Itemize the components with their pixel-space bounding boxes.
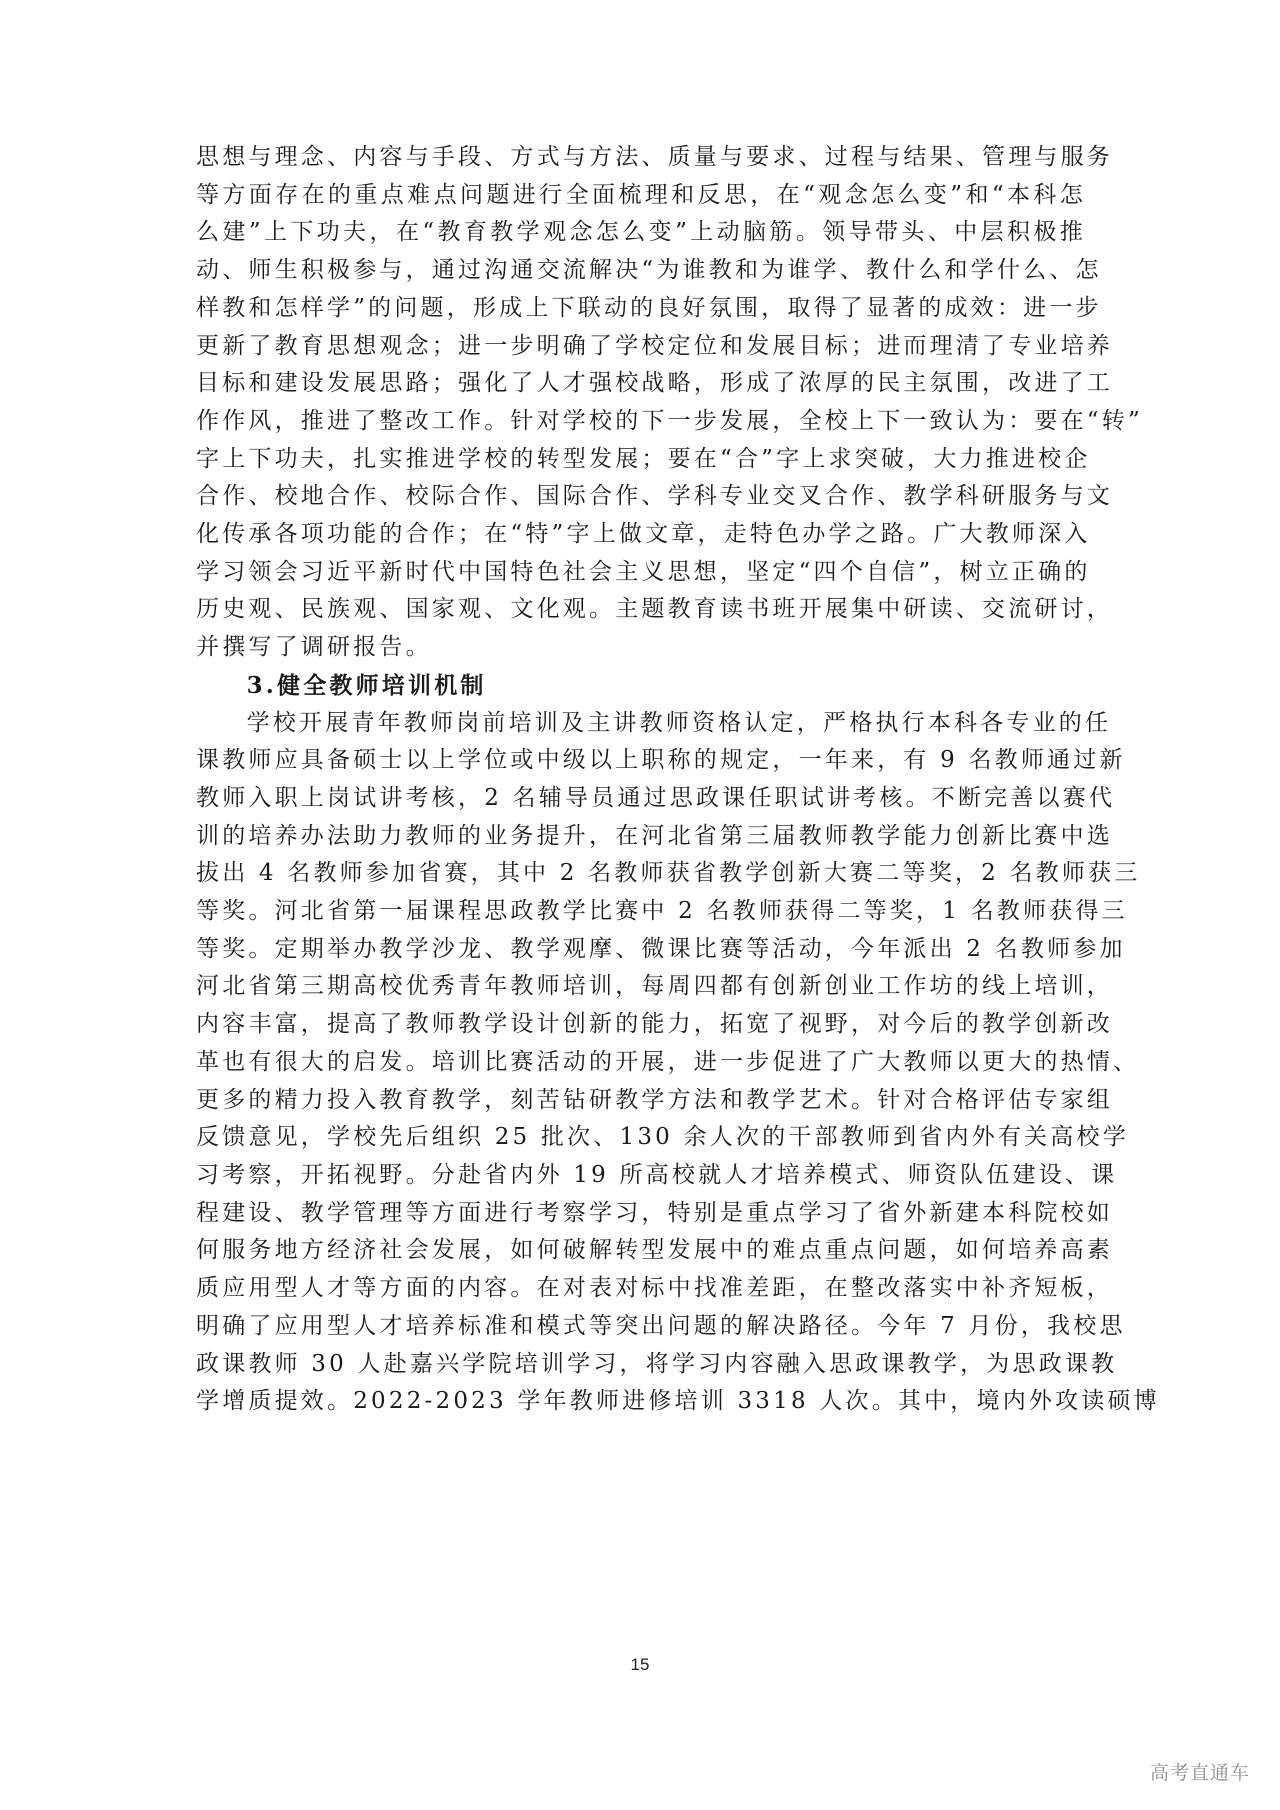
text-line: 河北省第三期高校优秀青年教师培训，每周四都有创新创业工作坊的线上培训，	[196, 973, 1113, 1000]
text-line: 反馈意见，学校先后组织 25 批次、130 余人次的干部教师到省内外有关高校学	[196, 1124, 1129, 1151]
text-line: 样教和怎样学”的问题，形成上下联动的良好氛围，取得了显著的成效：进一步	[196, 294, 1102, 321]
text-line: 化传承各项功能的合作；在“特”字上做文章，走特色办学之路。广大教师深入	[196, 521, 1091, 548]
text-line: 革也有很大的启发。培训比赛活动的开展，进一步促进了广大教师以更大的热情、	[196, 1048, 1140, 1075]
text-line: 课教师应具备硕士以上学位或中级以上职称的规定，一年来，有 9 名教师通过新	[196, 747, 1126, 774]
text-line: 等方面存在的重点难点问题进行全面梳理和反思，在“观念怎么变”和“本科怎	[196, 181, 1086, 208]
text-line: 更新了教育思想观念；进一步明确了学校定位和发展目标；进而理清了专业培养	[196, 332, 1113, 359]
text-line: 字上下功夫，扎实推进学校的转型发展；要在“合”字上求突破，大力推进校企	[196, 445, 1091, 472]
text-line: 动、师生积极参与，通过沟通交流解决“为谁教和为谁学、教什么和学什么、怎	[196, 257, 1102, 284]
text-line: 等奖。河北省第一届课程思政教学比赛中 2 名教师获得二等奖，1 名教师获得三	[196, 898, 1128, 925]
text-line: 学校开展青年教师岗前培训及主讲教师资格认定，严格执行本科各专业的任	[246, 709, 1112, 736]
text-line: 政课教师 30 人赴嘉兴学院培训学习，将学习内容融入思政课教学，为思政课教	[196, 1350, 1118, 1377]
text-line: 程建设、教学管理等方面进行考察学习，特别是重点学习了省外新建本科院校如	[196, 1199, 1113, 1226]
text-line: 何服务地方经济社会发展，如何破解转型发展中的难点重点问题，如何培养高素	[196, 1237, 1113, 1264]
text-line: 历史观、民族观、国家观、文化观。主题教育读书班开展集中研读、交流研讨，	[196, 596, 1113, 623]
text-line: 更多的精力投入教育教学，刻苦钻研教学方法和教学艺术。针对合格评估专家组	[196, 1086, 1113, 1113]
page-number: 15	[630, 1655, 650, 1674]
text-line: 拔出 4 名教师参加省赛，其中 2 名教师获省教学创新大赛二等奖，2 名教师获三	[196, 860, 1141, 887]
watermark: 高考直通车	[1149, 1762, 1250, 1784]
text-line: 内容丰富，提高了教师教学设计创新的能力，拓宽了视野，对今后的教学创新改	[196, 1011, 1113, 1038]
text-line: 训的培养办法助力教师的业务提升，在河北省第三届教师教学能力创新比赛中选	[196, 822, 1113, 849]
text-line: 学增质提效。2022-2023 学年教师进修培训 3318 人次。其中，境内外攻读硕博	[196, 1388, 1160, 1415]
paragraph-teacher-training	[196, 705, 1160, 1421]
text-line: 么建”上下功夫，在“教育教学观念怎么变”上动脑筋。领导带头、中层积极推	[196, 219, 1086, 246]
paragraph-continuation	[196, 139, 1143, 667]
text-line: 合作、校地合作、校际合作、国际合作、学科专业交叉合作、教学科研服务与文	[196, 483, 1113, 510]
section-heading	[196, 667, 1086, 705]
text-line: 学习领会习近平新时代中国特色社会主义思想，坚定“四个自信”，树立正确的	[196, 558, 1091, 585]
text-line: 并撰写了调研报告。	[196, 634, 432, 661]
text-line: 习考察，开拓视野。分赴省内外 19 所高校就人才培养模式、师资队伍建设、课	[196, 1161, 1118, 1188]
document-body	[196, 139, 1160, 1421]
text-line: 等奖。定期举办教学沙龙、教学观摩、微课比赛等活动，今年派出 2 名教师参加	[196, 935, 1126, 962]
text-line: 教师入职上岗试讲考核，2 名辅导员通过思政课任职试讲考核。不断完善以赛代	[196, 784, 1116, 811]
heading-text: 3.健全教师培训机制	[246, 671, 487, 699]
text-line: 明确了应用型人才培养标准和模式等突出问题的解决路径。今年 7 月份，我校思	[196, 1312, 1126, 1339]
text-line: 作作风，推进了整改工作。针对学校的下一步发展，全校上下一致认为：要在“转”	[196, 407, 1143, 434]
text-line: 质应用型人才等方面的内容。在对表对标中找准差距，在整改落实中补齐短板，	[196, 1275, 1113, 1302]
text-line: 思想与理念、内容与手段、方式与方法、质量与要求、过程与结果、管理与服务	[196, 144, 1113, 170]
text-line: 目标和建设发展思路；强化了人才强校战略，形成了浓厚的民主氛围，改进了工	[196, 370, 1113, 397]
